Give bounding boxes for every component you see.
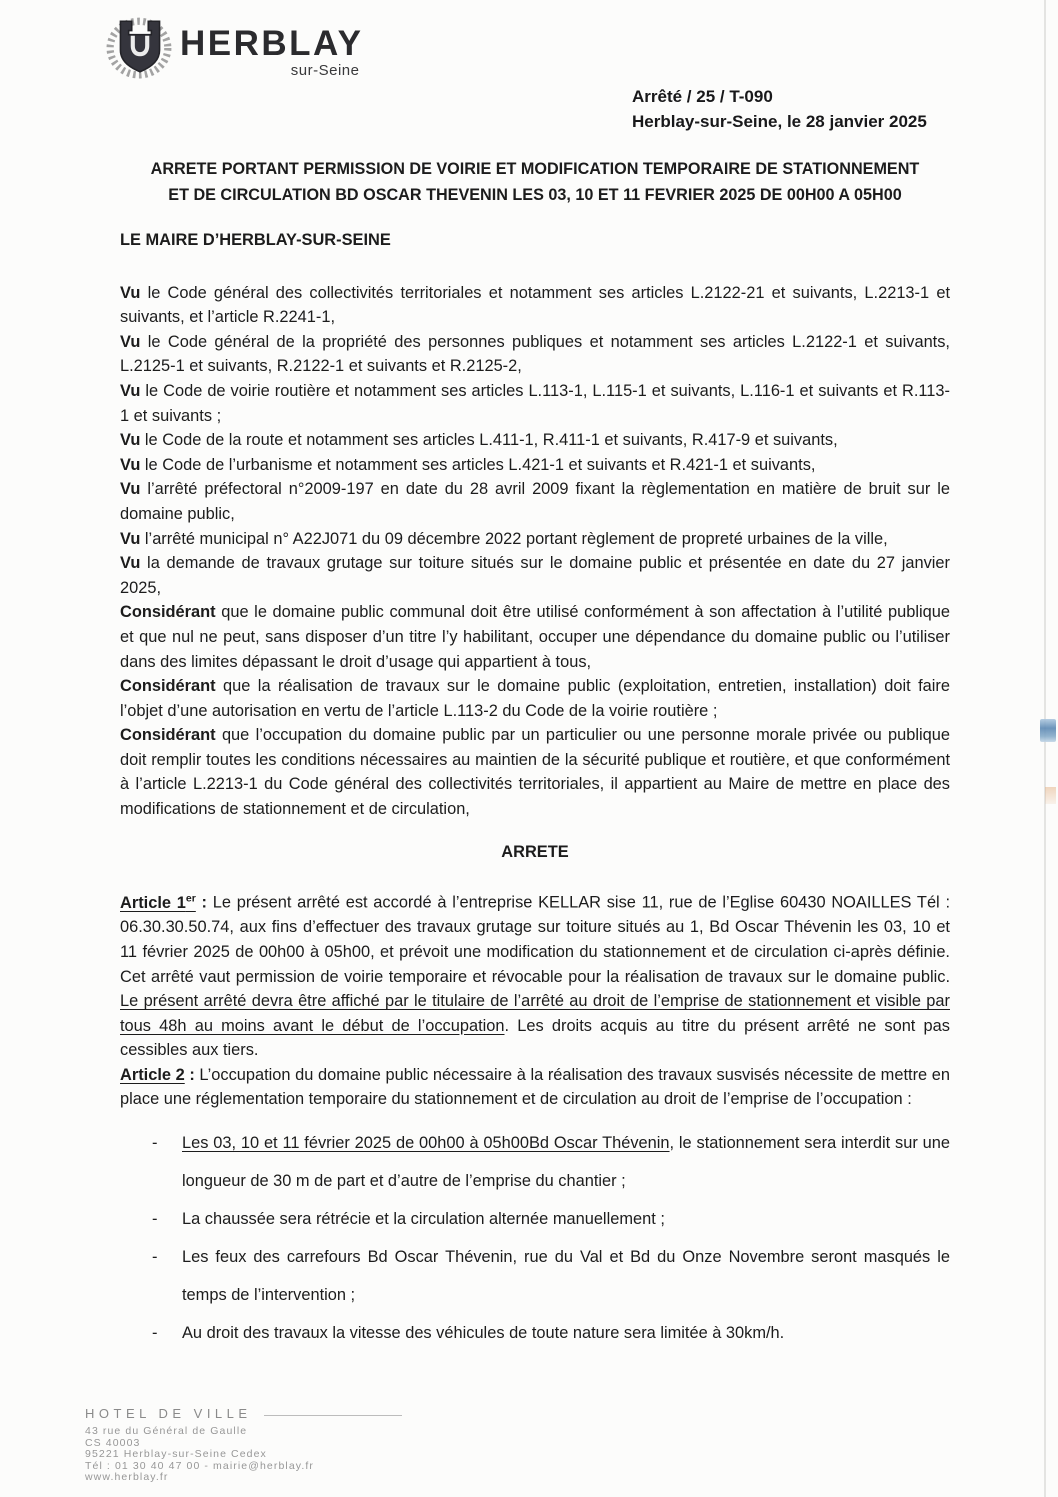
recital-text: le Code de voirie routière et notamment ses articles L.113-1, L.115-1 et suivants, L.116-1 et suivants et R.113-1 et suivants ; <box>120 381 950 425</box>
article-2-text: L’occupation du domaine public nécessaire à la réalisation des travaux susvisés nécessite de mettre en place une réglementation temporaire du stationnement et de circulation au droit de l’emprise de l’occupation : <box>120 1065 950 1109</box>
logo-city-name: HERBLAY <box>180 24 364 63</box>
decision-heading: ARRETE <box>501 842 569 861</box>
bullet-text: Les feux des carrefours Bd Oscar Thévenin, rue du Val et Bd du Onze Novembre seront masqués le temps de l’intervention ; <box>182 1248 950 1305</box>
recital-lead: Considérant <box>120 726 216 745</box>
recital-lead: Vu <box>120 455 141 474</box>
footer-phone-email-line: Tél : 01 30 40 47 00 - mairie@herblay.fr <box>85 1459 314 1472</box>
recital-text: l’arrêté municipal n° A22J071 du 09 décembre 2022 portant règlement de propreté urbaines de la ville, <box>144 529 888 548</box>
document-title-line1: ARRETE PORTANT PERMISSION DE VOIRIE ET MODIFICATION TEMPORAIRE DE STATIONNEMENT <box>150 160 920 178</box>
bullet-marker: - <box>152 1324 158 1343</box>
recital-text: que la réalisation de travaux sur le domaine public (exploitation, entretien, installation) doit faire l’objet d’une autorisation en vertu de l’article L.113-2 du Code de la voirie routière ; <box>120 677 950 720</box>
recital-lead: Vu <box>120 554 141 573</box>
letterhead-footer <box>85 1406 402 1484</box>
bullet-marker: - <box>152 1210 158 1229</box>
article-1-underlined-clause: Le présent arrêté devra être affiché par le titulaire de l’arrêté au droit de l’emprise de stationnement et visible par tous 48h au moins avant le début de l’occupation <box>120 992 950 1035</box>
recital-paragraph <box>120 330 950 379</box>
recital-lead: Vu <box>120 480 141 499</box>
recital-text: le Code général des collectivités territoriales et notamment ses articles L.2122-21 et suivants, L.2213-1 et suivants, et l’article R.2241-1, <box>120 283 950 327</box>
bullet-item <box>120 1238 950 1314</box>
bullet-text: Les 03, 10 et 11 février 2025 de 00h00 à 05h00Bd Oscar Thévenin, le stationnement sera interdit sur une longueur de 30 m de part et d’autre de l’emprise du chantier ; <box>182 1134 951 1191</box>
bullet-text: Au droit des travaux la vitesse des véhicules de toute nature sera limitée à 30km/h. <box>182 1324 785 1343</box>
logo-wordmark <box>180 26 363 79</box>
footer-address-line: 43 rue du Général de Gaulle <box>85 1425 248 1437</box>
article-2-paragraph <box>120 1063 950 1112</box>
recitals-section <box>120 281 950 822</box>
article-2-label: Article 2 <box>120 1065 185 1084</box>
footer-rule <box>264 1415 402 1416</box>
bullet-marker: - <box>152 1134 158 1153</box>
recital-lead: Considérant <box>120 677 216 696</box>
scan-edge-line <box>1044 0 1046 1497</box>
footer-address-line: 95221 Herblay-sur-Seine Cedex <box>85 1448 267 1460</box>
bullet-item <box>120 1200 950 1238</box>
recital-paragraph <box>120 600 950 674</box>
document-title-line2: ET DE CIRCULATION BD OSCAR THEVENIN LES 03, 10 ET 11 FEVRIER 2025 DE 00H00 A 05H00 <box>168 186 902 204</box>
herblay-crest-icon <box>106 12 174 80</box>
bullet-marker: - <box>152 1248 158 1267</box>
article-1-separator: : <box>195 893 213 912</box>
article-1-paragraph <box>120 886 950 1063</box>
recital-text: le Code de la route et notamment ses articles L.411-1, R.411-1 et suivants, R.417-9 et suivants, <box>144 431 838 450</box>
recital-paragraph <box>120 379 950 428</box>
document-title <box>120 156 950 208</box>
recital-paragraph <box>120 723 950 821</box>
recital-lead: Vu <box>120 431 141 450</box>
decree-number: Arrêté / 25 / T-090 <box>632 87 773 106</box>
recital-lead: Vu <box>120 283 141 302</box>
recital-lead: Vu <box>120 381 141 400</box>
scan-blue-mark <box>1040 719 1056 742</box>
issuer-line: LE MAIRE D’HERBLAY-SUR-SEINE <box>120 231 391 249</box>
footer-address-block <box>85 1426 402 1484</box>
article-2-separator: : <box>184 1065 200 1084</box>
recital-text: la demande de travaux grutage sur toiture situés sur le domaine public et présentée en date du 27 janvier 2025, <box>120 554 950 597</box>
recital-paragraph <box>120 428 950 453</box>
recital-paragraph <box>120 453 950 478</box>
recital-paragraph <box>120 551 950 600</box>
recital-paragraph <box>120 281 950 330</box>
footer-website-line: www.herblay.fr <box>85 1471 169 1483</box>
document-body <box>120 156 950 1352</box>
recital-paragraph <box>120 527 950 552</box>
city-logo <box>106 12 363 80</box>
article-1-label: Article 1er <box>120 892 196 912</box>
recital-paragraph <box>120 477 950 526</box>
bullet-text: La chaussée sera rétrécie et la circulation alternée manuellement ; <box>182 1210 665 1229</box>
regulation-bullet-list <box>120 1124 950 1352</box>
footer-heading-row <box>85 1406 402 1421</box>
scan-warm-mark <box>1045 787 1056 804</box>
recital-lead: Vu <box>120 332 141 351</box>
recital-text: le Code général de la propriété des personnes publiques et notamment ses articles L.2122-1 et suivants, L.2125-1 et suivants, R.2122-1 et suivants et R.2125-2, <box>120 332 950 376</box>
bullet-underlined: Les 03, 10 et 11 février 2025 de 00h00 à 05h00Bd Oscar Thévenin <box>182 1134 670 1153</box>
decree-reference-block <box>632 84 927 134</box>
decree-place-date: Herblay-sur-Seine, le 28 janvier 2025 <box>632 112 927 131</box>
recital-text: l’arrêté préfectoral n°2009-197 en date du 28 avril 2009 fixant la règlementation en matière de bruit sur le domaine public, <box>120 480 950 523</box>
recital-lead: Vu <box>120 529 141 548</box>
recital-text: le Code de l’urbanisme et notamment ses articles L.421-1 et suivants et R.421-1 et suivants, <box>144 455 816 474</box>
recital-paragraph <box>120 674 950 723</box>
footer-address-line: CS 40003 <box>85 1436 141 1449</box>
logo-subtitle: sur-Seine <box>290 62 360 79</box>
article-1-label-superscript: er <box>185 892 196 905</box>
footer-title: HOTEL DE VILLE <box>85 1406 252 1421</box>
article-1-text-end: . Les droits acquis au titre du présent arrêté ne sont pas cessibles aux tiers. <box>120 1016 950 1060</box>
recital-text: que le domaine public communal doit être utilisé conformément à son affectation à l’utilité publique et que nul ne peut, sans disposer d’un titre l’y habilitant, occuper une dépendance du domaine public ou l’utiliser dans des limites dépassant le droit d’usage qui appartient à tous, <box>120 603 950 671</box>
article-1-text: Le présent arrêté est accordé à l’entreprise KELLAR sise 11, rue de l’Eglise 60430 NOAILLES Tél : 06.30.30.50.74, aux fins d’effectuer des travaux grutage sur toiture situés au 1, Bd Oscar Thévenin les 03, 10 et 11 février 2025 de 00h00 à 05h00, et prévoit une modification du stationnement et de circulation ci-après définie. Cet arrêté vaut permission de voirie temporaire et révocable pour la réalisation de travaux sur le domaine public. <box>120 893 950 986</box>
recital-text: que l’occupation du domaine public par un particulier ou une personne morale privée ou publique doit remplir toutes les conditions nécessaires au maintien de la sécurité publique et routière, et que conformément à l’article L.2213-1 du Code général des collectivités territoriales, il appartient au Maire de mettre en place des modifications de stationnement et de circulation, <box>120 726 950 819</box>
recital-lead: Considérant <box>120 603 216 622</box>
bullet-item <box>120 1124 950 1200</box>
bullet-item <box>120 1314 950 1352</box>
